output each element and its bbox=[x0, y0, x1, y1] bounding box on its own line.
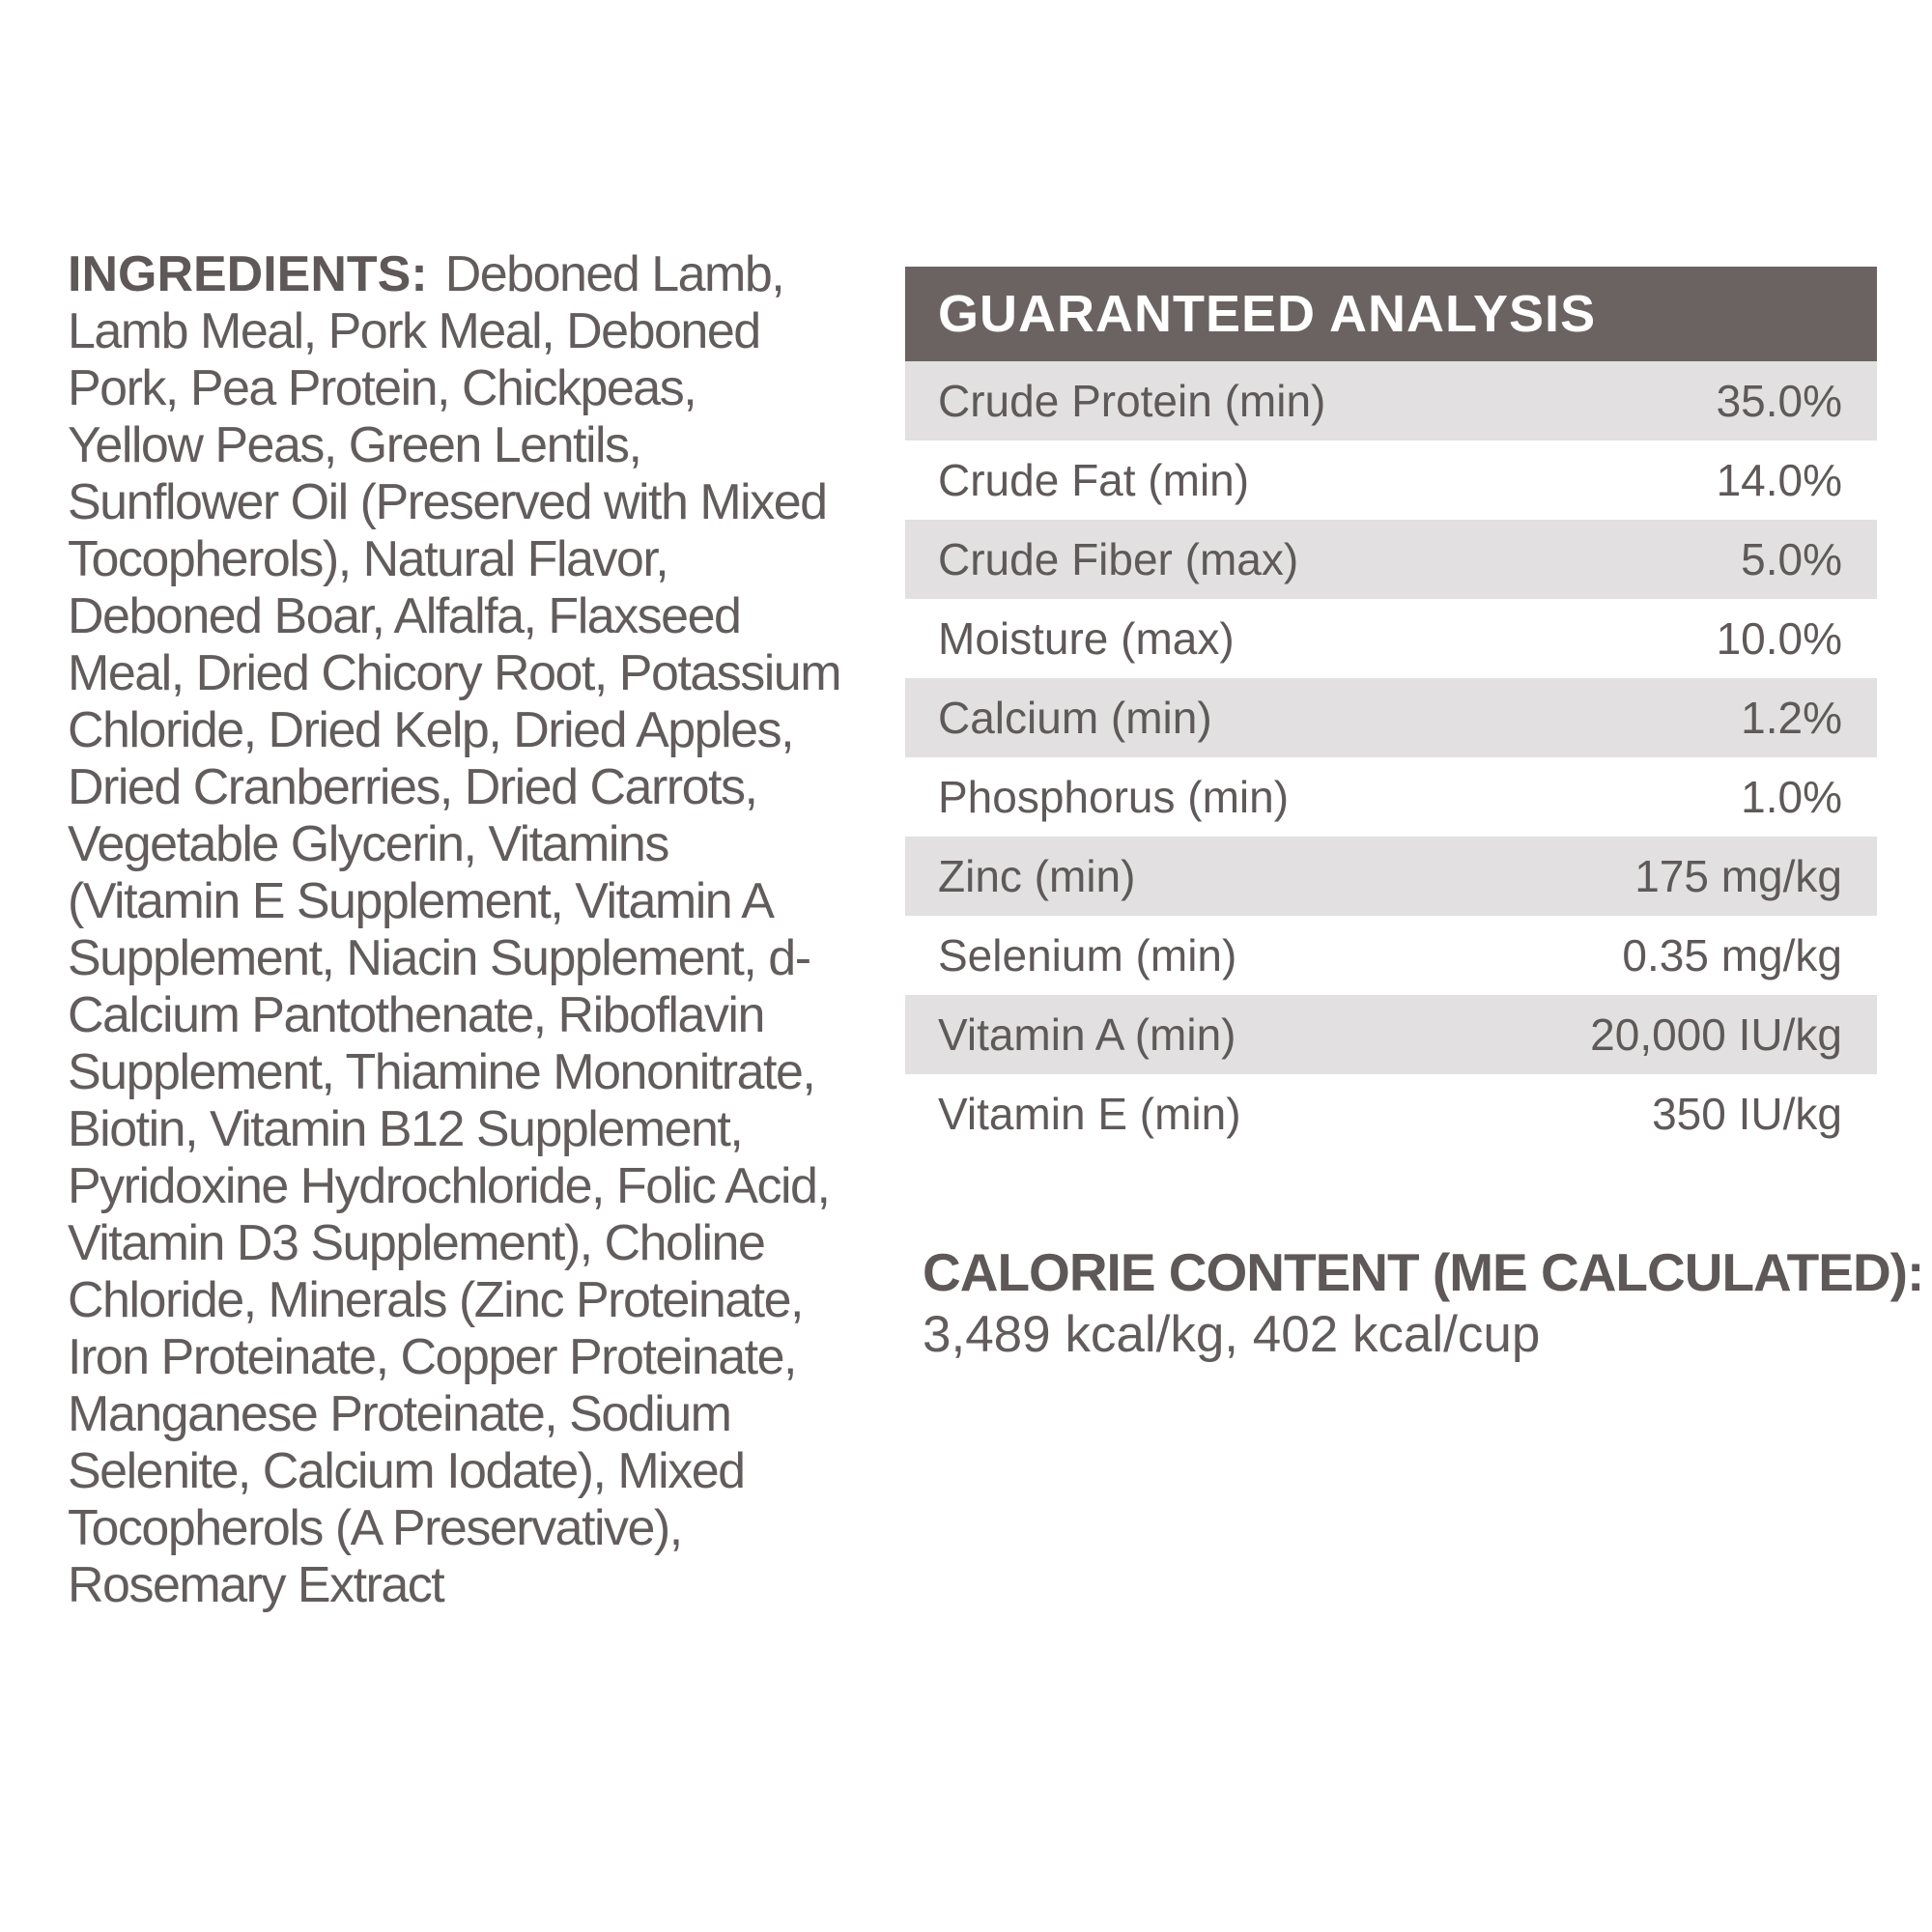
analysis-row-value: 10.0% bbox=[1716, 613, 1842, 664]
analysis-row-label: Vitamin A (min) bbox=[938, 1009, 1236, 1060]
analysis-row bbox=[905, 520, 1877, 599]
analysis-row-label: Crude Fiber (max) bbox=[938, 534, 1299, 584]
ingredients-list: Deboned Lamb, Lamb Meal, Pork Meal, Deboned Pork, Pea Protein, Chickpeas, Yellow Peas, Green Lentils, Sunflower Oil (Preserved with Mixed Tocopherols), Natural Flavor, Deboned Boar, Alfalfa, Flaxseed Meal, Dried Chicory Root, Potassium Chloride, Dried Kelp, Dried Apples, Dried Cranberries, Dried Carrots, Vegetable Glycerin, Vitamins (Vitamin E Supplement, Vitamin A Supplement, Niacin Supplement, d-Calcium Pantothenate, Riboflavin Supplement, Thiamine Mononitrate, Biotin, Vitamin B12 Supplement, Pyridoxine Hydrochloride, Folic Acid, Vitamin D3 Supplement), Choline Chloride, Minerals (Zinc Proteinate, Iron Proteinate, Copper Proteinate, Manganese Proteinate, Sodium Selenite, Calcium Iodate), Mixed Tocopherols (A Preservative), Rosemary Extract bbox=[68, 246, 841, 1613]
analysis-row-label: Phosphorus (min) bbox=[938, 772, 1290, 822]
guaranteed-analysis-title: GUARANTEED ANALYSIS bbox=[905, 267, 1877, 361]
analysis-row-value: 1.2% bbox=[1741, 693, 1842, 743]
analysis-row bbox=[905, 916, 1877, 995]
analysis-row-label: Crude Fat (min) bbox=[938, 455, 1250, 505]
analysis-row-label: Crude Protein (min) bbox=[938, 376, 1326, 426]
analysis-row-label: Moisture (max) bbox=[938, 613, 1235, 664]
ingredients-block bbox=[68, 246, 840, 1614]
calorie-content-heading: CALORIE CONTENT (ME CALCULATED): bbox=[923, 1242, 1924, 1302]
analysis-row bbox=[905, 757, 1877, 837]
analysis-row-label: Calcium (min) bbox=[938, 693, 1212, 743]
analysis-row-value: 35.0% bbox=[1716, 376, 1842, 426]
analysis-row bbox=[905, 440, 1877, 520]
analysis-row bbox=[905, 837, 1877, 916]
analysis-row-value: 14.0% bbox=[1716, 455, 1842, 505]
analysis-row bbox=[905, 361, 1877, 440]
ingredients-heading: INGREDIENTS: bbox=[68, 246, 428, 302]
analysis-row-value: 350 IU/kg bbox=[1652, 1089, 1842, 1139]
analysis-row bbox=[905, 599, 1877, 678]
analysis-row bbox=[905, 995, 1877, 1074]
calorie-content-block bbox=[923, 1241, 1927, 1367]
analysis-row-value: 5.0% bbox=[1741, 534, 1842, 584]
analysis-row-label: Zinc (min) bbox=[938, 851, 1136, 901]
analysis-row-value: 1.0% bbox=[1741, 772, 1842, 822]
analysis-row-value: 0.35 mg/kg bbox=[1622, 930, 1842, 980]
guaranteed-analysis-table bbox=[905, 267, 1877, 1153]
calorie-content-value: 3,489 kcal/kg, 402 kcal/cup bbox=[923, 1306, 1541, 1363]
analysis-row-label: Selenium (min) bbox=[938, 930, 1237, 980]
analysis-row-label: Vitamin E (min) bbox=[938, 1089, 1241, 1139]
analysis-row bbox=[905, 678, 1877, 757]
analysis-row bbox=[905, 1074, 1877, 1153]
analysis-row-value: 20,000 IU/kg bbox=[1590, 1009, 1842, 1060]
analysis-row-value: 175 mg/kg bbox=[1634, 851, 1842, 901]
